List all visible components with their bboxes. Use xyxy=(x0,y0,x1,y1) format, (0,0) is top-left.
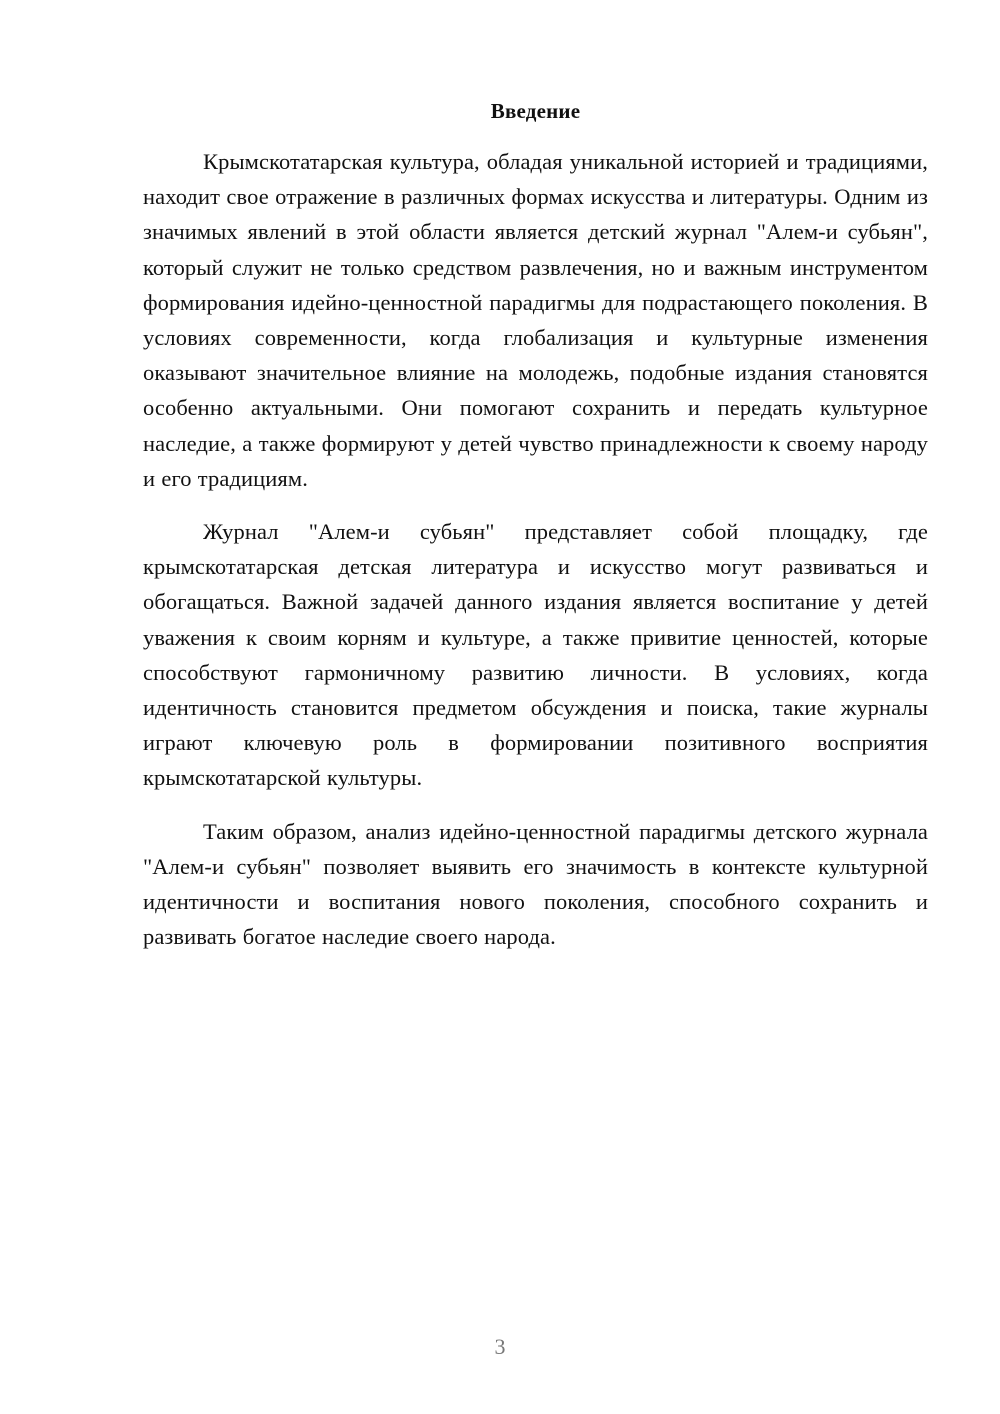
document-content xyxy=(143,96,928,972)
page-number: 3 xyxy=(494,1334,506,1359)
paragraph-conclusion: Таким образом, анализ идейно-ценностной парадигмы детского журнала "Алем-и субьян" позволяет выявить его значимость в контексте культурной идентичности и воспитания нового поколения, способного сохранить и развивать богатое наследие своего народа. xyxy=(143,818,928,950)
section-title: Введение xyxy=(490,99,581,123)
paragraph-journal-role: Журнал "Алем-и субьян" представляет собой площадку, где крымскотатарская детская литература и искусство могут развиваться и обогащаться. Важной задачей данного издания является воспитание у детей уважения к своим корням и культуре, а также привитие ценностей, которые способствуют гармоничному развитию личности. В условиях, когда идентичность становится предметом обсуждения и поиска, такие журналы играют ключевую роль в формировании позитивного восприятия крымскотатарской культуры. xyxy=(143,519,928,791)
paragraph-intro: Крымскотатарская культура, обладая уникальной историей и традициями, находит свое отражение в различных формах искусства и литературы. Одним из значимых явлений в этой области является детский журнал "Алем-и субьян", который служит не только средством развлечения, но и важным инструментом формирования идейно-ценностной парадигмы для подрастающего поколения. В условиях современности, когда глобализация и культурные изменения оказывают значительное влияние на молодежь, подобные издания становятся особенно актуальными. Они помогают сохранить и передать культурное наследие, а также формируют у детей чувство принадлежности к своему народу и его традициям. xyxy=(143,149,928,491)
